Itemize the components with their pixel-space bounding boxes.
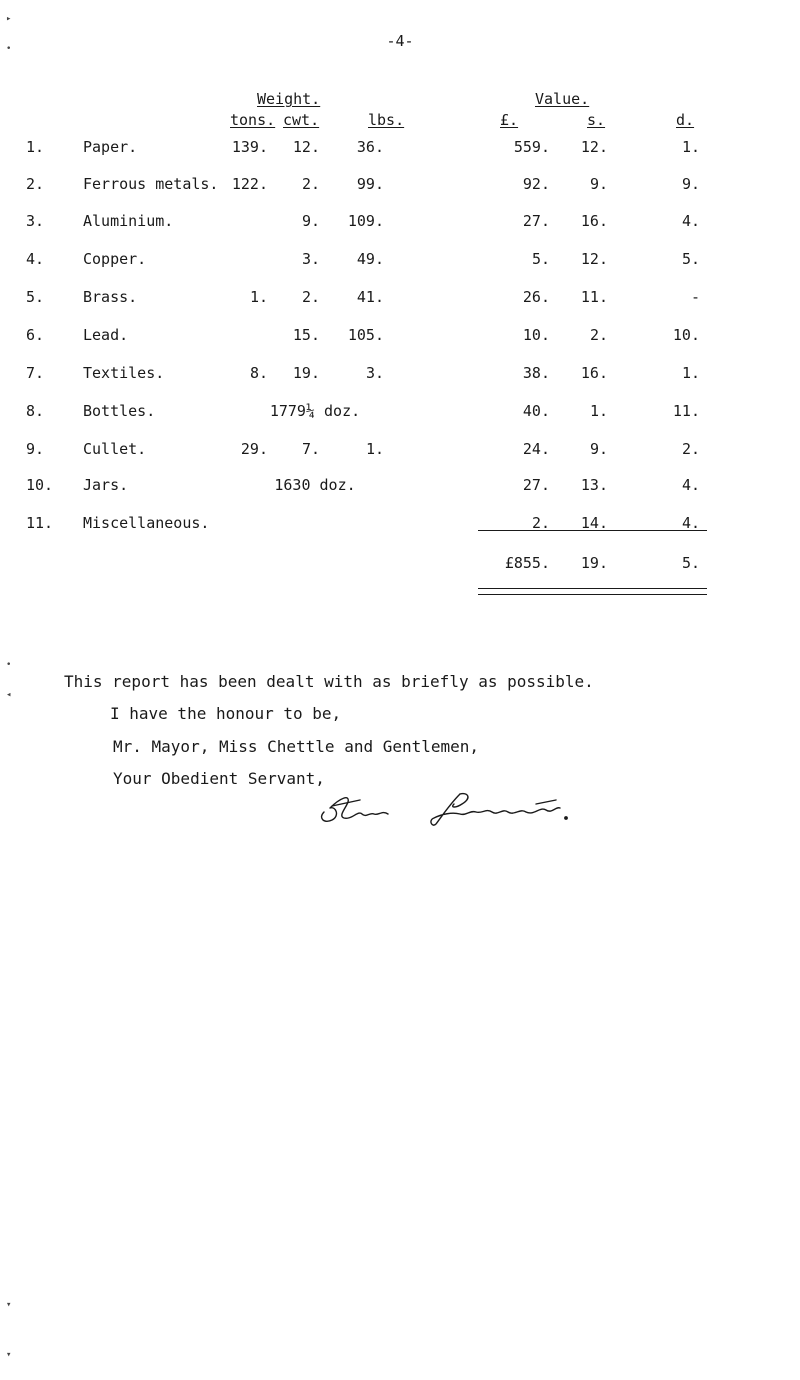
item-name: Copper. (83, 250, 147, 268)
value-pence: - (690, 288, 700, 306)
weight-dozens: 1630 doz. (274, 476, 356, 494)
weight-cwt: 9. (301, 212, 320, 230)
margin-mark: • (6, 660, 12, 670)
weight-dozens: 1779¼ doz. (269, 402, 361, 420)
margin-mark: ▾ (6, 1300, 12, 1310)
row-number: 6. (26, 326, 45, 344)
closing-line-2: I have the honour to be, (110, 704, 342, 723)
row-number: 10. (26, 476, 54, 494)
pounds-header: £. (500, 111, 519, 129)
weight-tons: 139. (231, 138, 268, 156)
value-pounds: 5. (531, 250, 550, 268)
margin-mark: ▾ (6, 1350, 12, 1360)
margin-mark: • (6, 44, 12, 54)
signature (310, 790, 590, 830)
value-pounds: 10. (522, 326, 550, 344)
item-name: Bottles. (83, 402, 156, 420)
cwt-header: cwt. (283, 111, 320, 129)
weight-cwt: 3. (301, 250, 320, 268)
value-pence: 5. (681, 250, 700, 268)
margin-mark: ▸ (6, 14, 12, 24)
value-header: Value. (535, 90, 590, 108)
row-number: 7. (26, 364, 45, 382)
row-number: 1. (26, 138, 45, 156)
item-name: Textiles. (83, 364, 165, 382)
value-shillings: 11. (580, 288, 608, 306)
value-pounds: 27. (522, 476, 550, 494)
row-number: 3. (26, 212, 45, 230)
weight-tons: 122. (231, 175, 268, 193)
value-pence: 4. (681, 476, 700, 494)
value-shillings: 2. (589, 326, 608, 344)
item-name: Lead. (83, 326, 129, 344)
total-pence: 5. (681, 554, 700, 572)
value-pounds: 559. (513, 138, 550, 156)
total-pounds: £855. (504, 554, 550, 572)
value-shillings: 16. (580, 364, 608, 382)
value-pence: 9. (681, 175, 700, 193)
value-pence: 1. (681, 138, 700, 156)
total-rule-top (478, 530, 707, 531)
weight-cwt: 2. (301, 288, 320, 306)
item-name: Cullet. (83, 440, 147, 458)
value-shillings: 14. (580, 514, 608, 532)
value-pence: 10. (672, 326, 700, 344)
value-shillings: 1. (589, 402, 608, 420)
row-number: 11. (26, 514, 54, 532)
value-pence: 11. (672, 402, 700, 420)
weight-lbs: 36. (356, 138, 384, 156)
value-pence: 2. (681, 440, 700, 458)
closing-line-4: Your Obedient Servant, (113, 769, 325, 788)
weight-lbs: 105. (347, 326, 384, 344)
weight-lbs: 41. (356, 288, 384, 306)
value-shillings: 9. (589, 440, 608, 458)
shillings-header: s. (587, 111, 606, 129)
total-shillings: 19. (580, 554, 608, 572)
value-pounds: 38. (522, 364, 550, 382)
value-shillings: 9. (589, 175, 608, 193)
weight-tons: 29. (240, 440, 268, 458)
page-number: -4- (386, 32, 414, 50)
row-number: 4. (26, 250, 45, 268)
weight-cwt: 12. (292, 138, 320, 156)
weight-cwt: 15. (292, 326, 320, 344)
closing-line-1: This report has been dealt with as briefly as possible. (64, 672, 594, 691)
lbs-header: lbs. (368, 111, 405, 129)
value-shillings: 13. (580, 476, 608, 494)
weight-cwt: 19. (292, 364, 320, 382)
weight-lbs: 3. (365, 364, 384, 382)
item-name: Brass. (83, 288, 138, 306)
value-pence: 4. (681, 514, 700, 532)
weight-lbs: 99. (356, 175, 384, 193)
value-pounds: 27. (522, 212, 550, 230)
weight-cwt: 7. (301, 440, 320, 458)
item-name: Miscellaneous. (83, 514, 210, 532)
row-number: 2. (26, 175, 45, 193)
value-pence: 1. (681, 364, 700, 382)
pence-header: d. (676, 111, 695, 129)
weight-tons: 8. (249, 364, 268, 382)
value-pounds: 26. (522, 288, 550, 306)
value-pounds: 24. (522, 440, 550, 458)
value-pounds: 2. (531, 514, 550, 532)
weight-lbs: 49. (356, 250, 384, 268)
row-number: 8. (26, 402, 45, 420)
item-name: Aluminium. (83, 212, 174, 230)
value-pounds: 92. (522, 175, 550, 193)
value-shillings: 12. (580, 138, 608, 156)
weight-tons: 1. (249, 288, 268, 306)
weight-cwt: 2. (301, 175, 320, 193)
closing-line-3: Mr. Mayor, Miss Chettle and Gentlemen, (113, 737, 480, 756)
weight-header: Weight. (257, 90, 321, 108)
value-shillings: 16. (580, 212, 608, 230)
row-number: 5. (26, 288, 45, 306)
value-shillings: 12. (580, 250, 608, 268)
weight-lbs: 109. (347, 212, 384, 230)
value-pence: 4. (681, 212, 700, 230)
tons-header: tons. (230, 111, 276, 129)
value-pounds: 40. (522, 402, 550, 420)
margin-mark: ◂ (6, 690, 12, 700)
weight-lbs: 1. (365, 440, 384, 458)
item-name: Paper. (83, 138, 138, 156)
total-rule-double-2 (478, 594, 707, 595)
row-number: 9. (26, 440, 45, 458)
item-name: Jars. (83, 476, 129, 494)
total-rule-double-1 (478, 588, 707, 589)
item-name: Ferrous metals. (83, 175, 219, 193)
